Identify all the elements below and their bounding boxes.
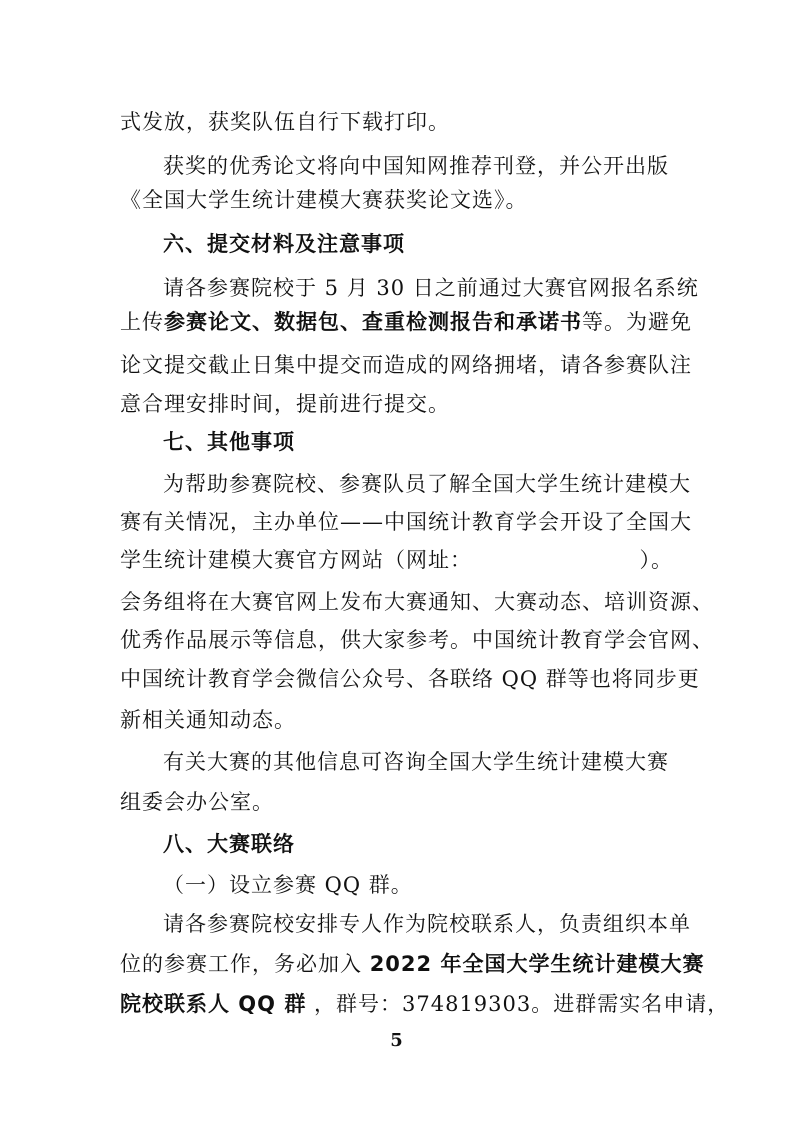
text-run: 上传	[120, 310, 164, 334]
paragraph-line	[120, 548, 673, 572]
subsection-heading: （一）设立参赛 QQ 群。	[163, 873, 413, 897]
paragraph-line: 中国统计教育学会微信公众号、各联络 QQ 群等也将同步更	[120, 667, 700, 691]
section-heading-6: 六、提交材料及注意事项	[163, 232, 405, 256]
paragraph-line	[120, 952, 704, 976]
paragraph-line	[120, 310, 692, 334]
paragraph-line: 新相关通知动态。	[120, 708, 296, 732]
paragraph-line: 《全国大学生统计建模大赛获奖论文选》。	[120, 188, 528, 212]
paragraph-line	[120, 992, 729, 1016]
paragraph-line: 优秀作品展示等信息，供大家参考。中国统计教育学会官网、	[120, 628, 714, 652]
paragraph-line: 意合理安排时间，提前进行提交。	[120, 392, 450, 416]
paragraph-line: 论文提交截止日集中提交而造成的网络拥堵，请各参赛队注	[120, 353, 692, 377]
paragraph-line: 式发放，获奖队伍自行下载打印。	[120, 110, 450, 134]
paragraph-line: 请各参赛院校安排专人作为院校联系人，负责组织本单	[163, 912, 691, 936]
text-run: 学生统计建模大赛官方网站（网址：	[120, 548, 472, 572]
bold-text-run: 院校联系人 QQ 群	[120, 992, 307, 1016]
text-run: 位的参赛工作，务必加入	[120, 952, 370, 976]
section-heading-8: 八、大赛联络	[163, 832, 295, 856]
paragraph-line: 获奖的优秀论文将向中国知网推荐刊登，并公开出版	[163, 154, 669, 178]
paragraph-line: 赛有关情况，主办单位——中国统计教育学会开设了全国大	[120, 510, 692, 534]
bold-text-run: 参赛论文、数据包、查重检测报告和承诺书	[164, 310, 582, 334]
text-run: ）。	[639, 548, 673, 572]
paragraph-line: 为帮助参赛院校、参赛队员了解全国大学生统计建模大	[163, 472, 691, 496]
paragraph-line: 请各参赛院校于 5 月 30 日之前通过大赛官网报名系统	[163, 276, 699, 300]
text-run: ，群号：374819303。进群需实名申请，	[306, 992, 730, 1016]
section-heading-7: 七、其他事项	[163, 430, 295, 454]
paragraph-line: 组委会办公室。	[120, 790, 274, 814]
paragraph-line: 会务组将在大赛官网上发布大赛通知、大赛动态、培训资源、	[120, 590, 714, 614]
page-number: 5	[390, 1030, 403, 1051]
bold-text-run: 2022 年全国大学生统计建模大赛	[369, 952, 705, 976]
paragraph-line: 有关大赛的其他信息可咨询全国大学生统计建模大赛	[163, 750, 669, 774]
text-run: 等。为避免	[582, 310, 692, 334]
